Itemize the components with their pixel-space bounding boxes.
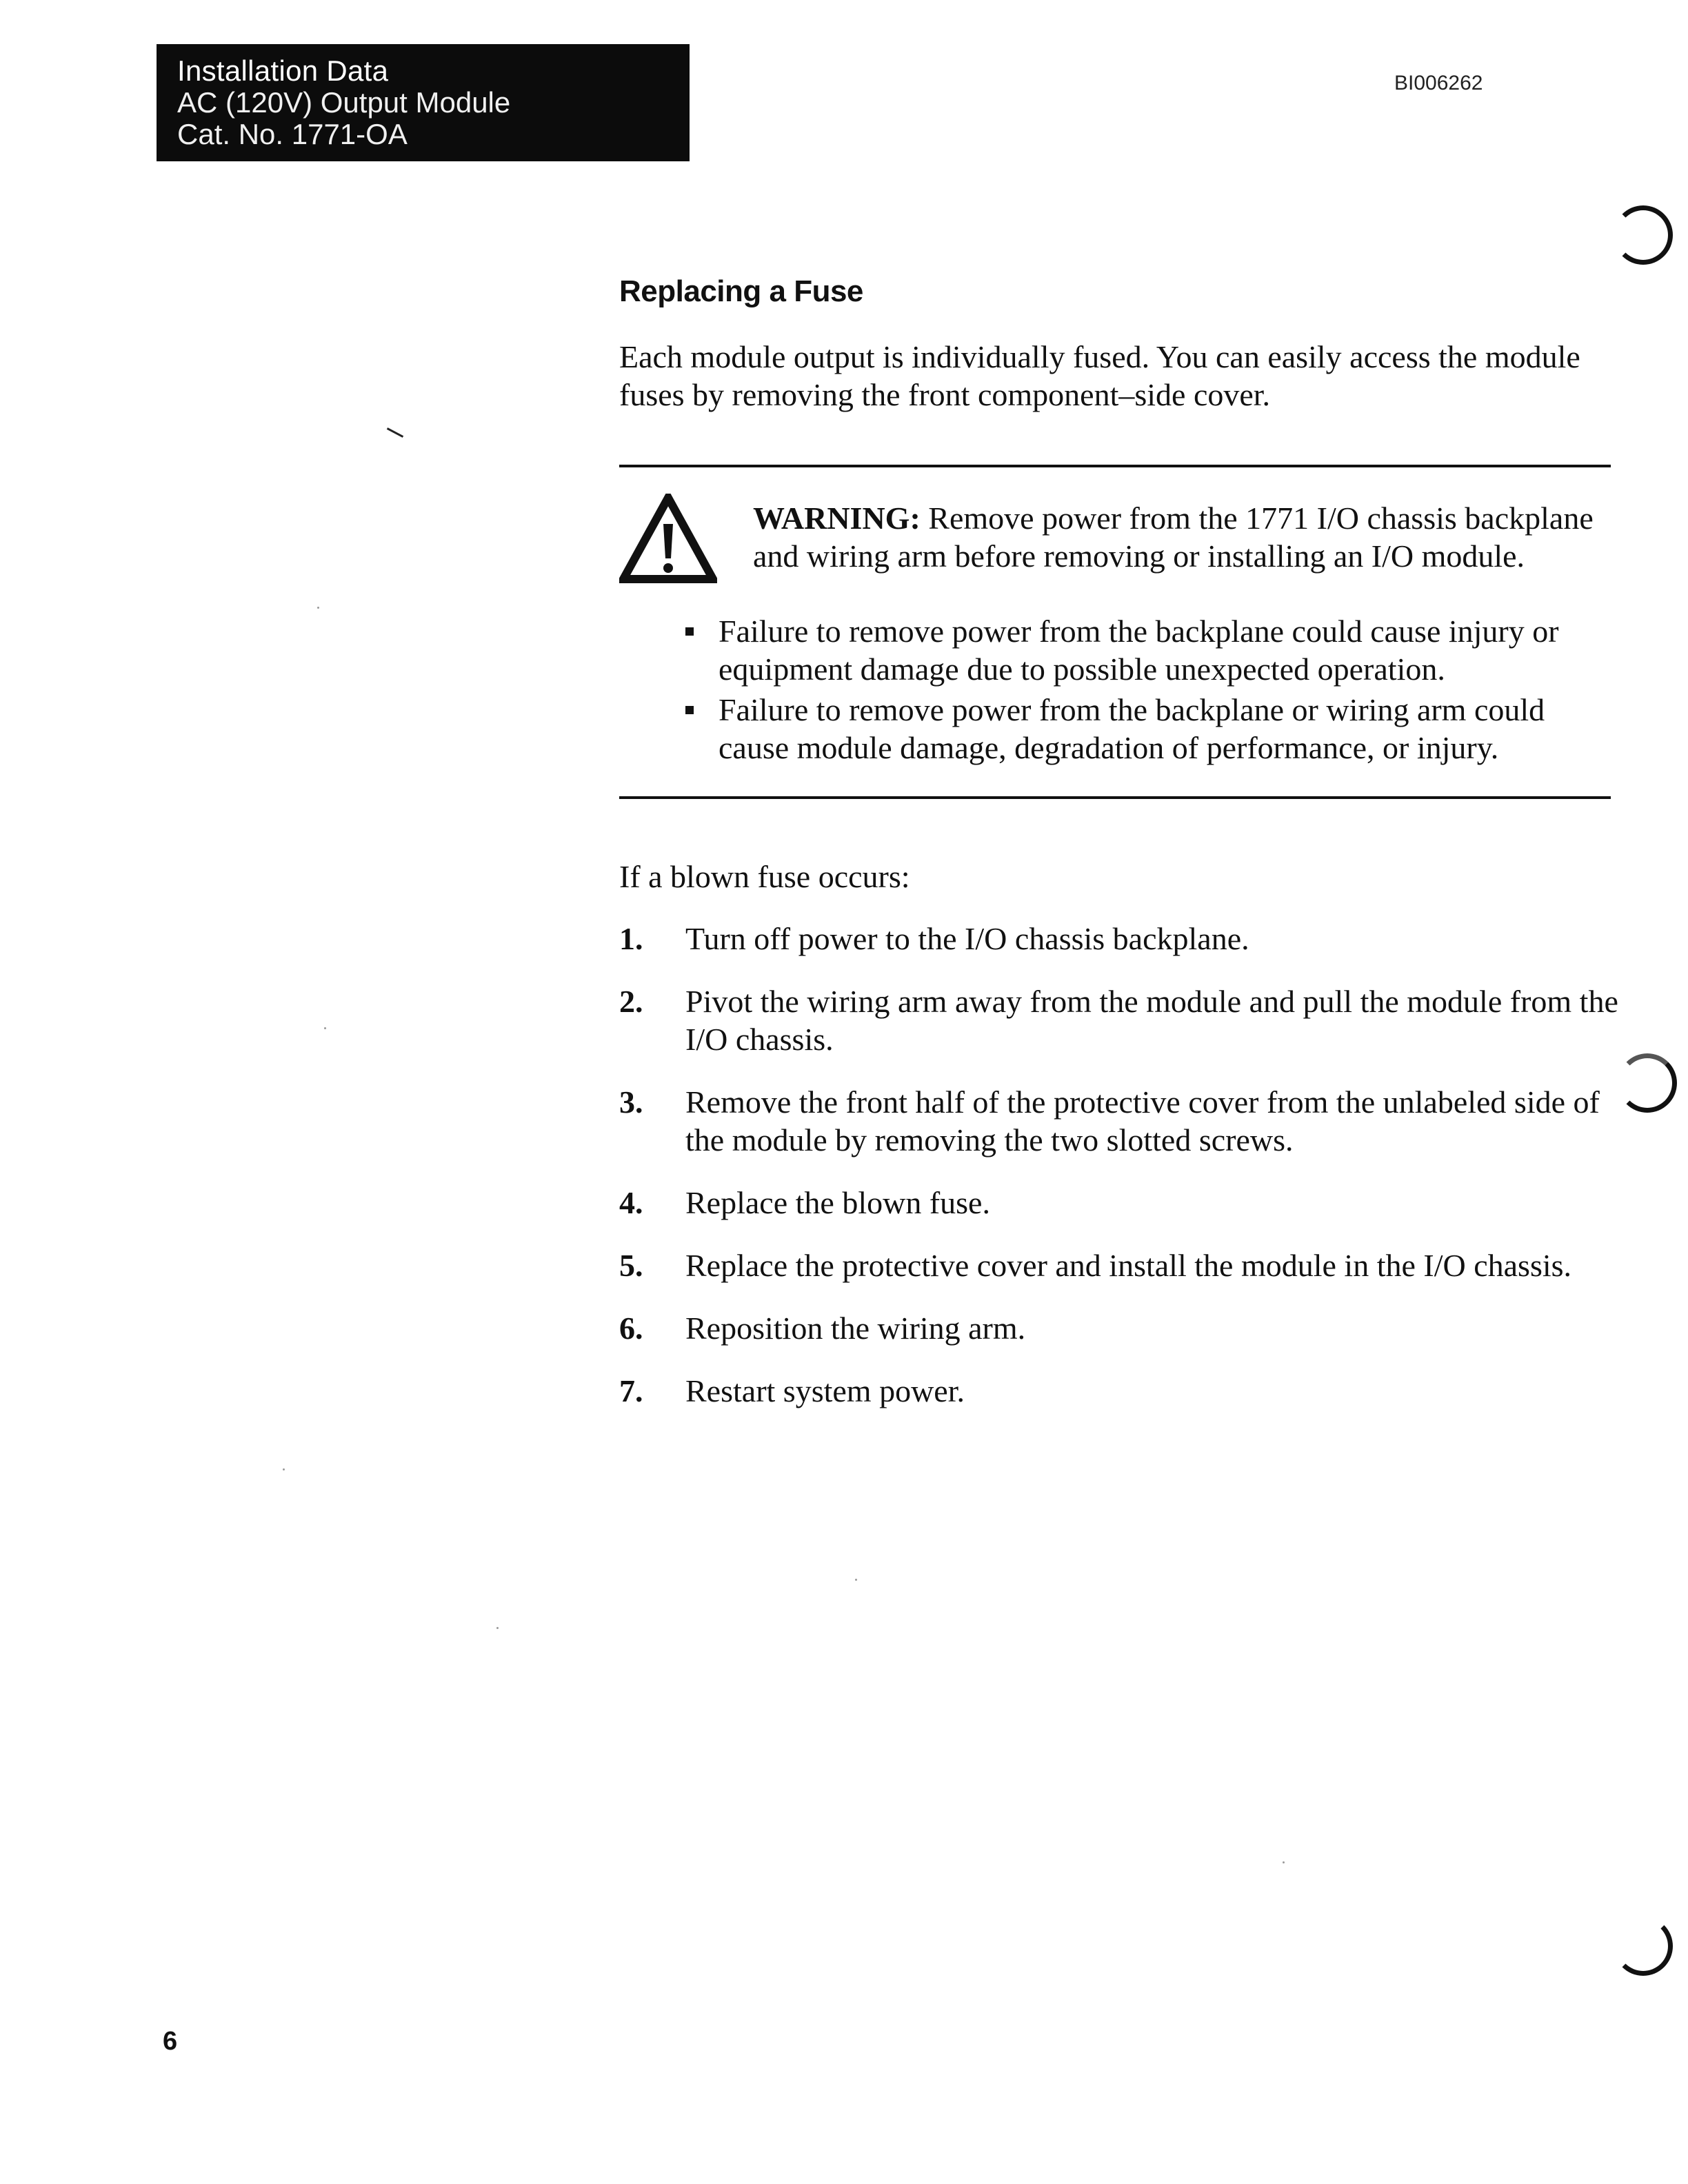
header-module-name: AC (120V) Output Module: [177, 86, 511, 119]
scan-mark: [387, 427, 403, 438]
bullet-square-icon: [685, 627, 694, 636]
intro-paragraph: Each module output is individually fused. You can easily access the module fuses by removing the front component–side cover.: [619, 339, 1580, 412]
header-catalog-number: Cat. No. 1771-OA: [177, 118, 408, 150]
procedure-step: [619, 1372, 1626, 1410]
step-number: 1.: [619, 921, 643, 956]
step-text: Remove the front half of the protective cover from the unlabeled side of the module by removing the two slotted screws.: [685, 1084, 1600, 1157]
binder-hole-middle-icon: [1618, 1053, 1677, 1113]
step-text: Pivot the wiring arm away from the module and pull the module from the I/O chassis.: [685, 984, 1618, 1057]
section-title: Replacing a Fuse: [619, 274, 863, 308]
binder-hole-bottom-icon: [1614, 1917, 1673, 1976]
step-number: 3.: [619, 1084, 643, 1120]
procedure-step: [619, 1309, 1626, 1347]
warning-bottom-rule: [619, 796, 1611, 799]
warning-label: WARNING:: [753, 501, 921, 536]
procedure-lead: If a blown fuse occurs:: [619, 859, 910, 894]
step-number: 5.: [619, 1248, 643, 1283]
step-text: Reposition the wiring arm.: [685, 1311, 1026, 1346]
warning-triangle-icon: [619, 494, 717, 583]
step-number: 2.: [619, 984, 643, 1019]
header-title: Installation Data: [177, 54, 389, 87]
warning-bullets: [683, 612, 1620, 769]
procedure-step: [619, 1083, 1626, 1159]
warning-statement: [753, 499, 1615, 575]
scan-speck: [324, 1027, 326, 1029]
step-text: Replace the blown fuse.: [685, 1185, 990, 1220]
scan-speck: [317, 607, 319, 609]
warning-text: Remove power from the 1771 I/O chassis backplane and wiring arm before removing or installing an I/O module.: [753, 501, 1594, 574]
step-number: 4.: [619, 1185, 643, 1220]
warning-bullet: [683, 691, 1620, 767]
procedure-step: [619, 920, 1626, 958]
header-block: [157, 44, 690, 161]
page-number: 6: [163, 2027, 178, 2056]
bullet-square-icon: [685, 706, 694, 714]
warning-bullet-text: Failure to remove power from the backplane could cause injury or equipment damage due to possible unexpected operation.: [719, 614, 1559, 687]
step-text: Replace the protective cover and install the module in the I/O chassis.: [685, 1248, 1572, 1283]
warning-bullet: [683, 612, 1620, 688]
binder-hole-top-icon: [1614, 205, 1673, 265]
scan-speck: [496, 1627, 499, 1629]
procedure-steps: [619, 920, 1626, 1435]
document-id: BI006262: [1394, 72, 1483, 94]
procedure-step: [619, 1246, 1626, 1284]
step-text: Restart system power.: [685, 1373, 965, 1408]
scan-speck: [1283, 1861, 1285, 1863]
procedure-step: [619, 982, 1626, 1058]
procedure-step: [619, 1184, 1626, 1222]
warning-top-rule: [619, 465, 1611, 467]
scan-speck: [855, 1579, 857, 1581]
step-number: 6.: [619, 1311, 643, 1346]
scan-speck: [283, 1468, 285, 1470]
step-number: 7.: [619, 1373, 643, 1408]
warning-bullet-text: Failure to remove power from the backplane or wiring arm could cause module damage, degradation of performance, or injury.: [719, 692, 1545, 765]
step-text: Turn off power to the I/O chassis backplane.: [685, 921, 1249, 956]
